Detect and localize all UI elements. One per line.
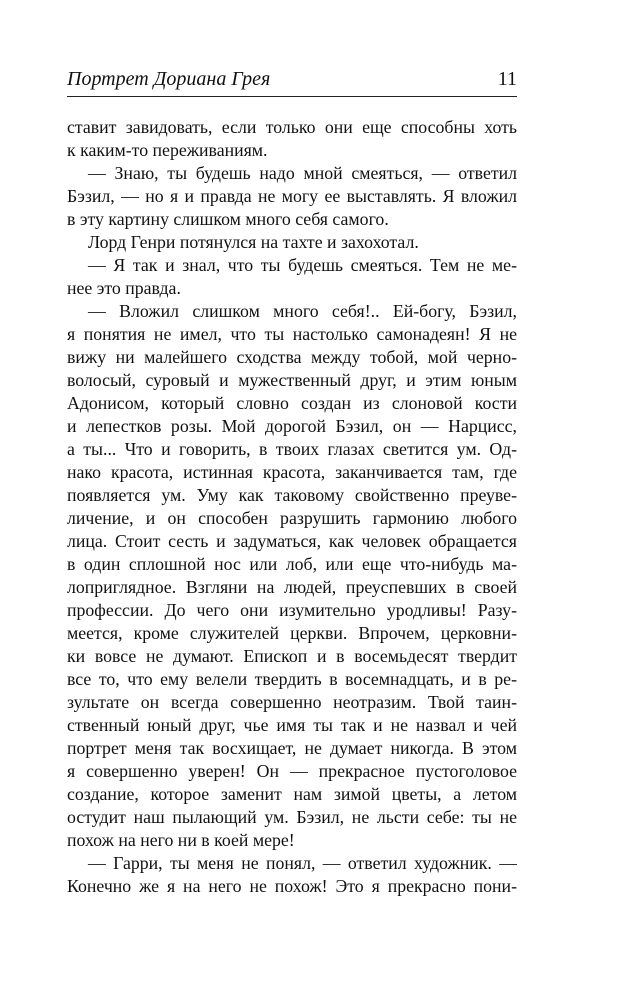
text-line: зультате он всегда совершенно неотразим. Твой таин- [67, 692, 517, 712]
text-line: нее это правда. [67, 278, 181, 298]
text-line: нако красота, истинная красота, заканчивается там, где [67, 462, 517, 482]
text-line: вижу ни малейшего сходства между тобой, мой черно- [67, 347, 517, 367]
text-line: меется, кроме служителей церкви. Впрочем, церковни- [67, 623, 517, 643]
text-line: — Гарри, ты меня не понял, — ответил художник. — [88, 853, 517, 873]
text-line: в эту картину слишком много себя самого. [67, 209, 389, 229]
text-line: профессии. До чего они изумительно уродливы! Разу- [67, 600, 517, 620]
text-line: я понятия не имел, что ты настолько самонадеян! Я не [67, 324, 517, 344]
text-line: я совершенно уверен! Он — прекрасное пустоголовое [67, 761, 517, 781]
text-line: Лорд Генри потянулся на тахте и захохотал. [88, 232, 419, 252]
text-line: остудит наш пылающий ум. Бэзил, не льсти себе: ты не [67, 807, 517, 827]
text-line: Бэзил, — но я и правда не могу ее выставлять. Я вложил [67, 186, 517, 206]
page-number: 11 [497, 68, 517, 90]
text-line: — Вложил слишком много себя!.. Ей-богу, Бэзил, [88, 301, 517, 321]
running-header [67, 66, 517, 97]
text-line: — Знаю, ты будешь надо мной смеяться, — ответил [88, 163, 517, 183]
text-line: все то, что ему велели твердить в восемнадцать, и в ре- [67, 669, 517, 689]
text-line: волосый, суровый и мужественный друг, и этим юным [67, 370, 517, 390]
text-line: ки вовсе не думают. Епископ и в восемьдесят твердит [67, 646, 517, 666]
text-line: и лепестков розы. Мой дорогой Бэзил, он — Нарцисс, [67, 416, 517, 436]
book-title: Портрет Дориана Грея [67, 68, 271, 90]
body-text [67, 116, 517, 898]
text-line: личение, и он способен разрушить гармонию любого [67, 508, 517, 528]
text-line: ставит завидовать, если только они еще способны хоть [67, 117, 517, 137]
text-line: лоприглядное. Взгляни на людей, преуспевших в своей [67, 577, 517, 597]
text-line: появляется ум. Уму как таковому свойственно преуве- [67, 485, 517, 505]
text-line: ственный юный друг, чье имя ты так и не назвал и чей [67, 715, 517, 735]
text-line: портрет меня так восхищает, не думает никогда. В этом [67, 738, 517, 758]
text-line: а ты... Что и говорить, в твоих глазах светится ум. Од- [67, 439, 517, 459]
text-line: к каким-то переживаниям. [67, 140, 268, 160]
text-line: — Я так и знал, что ты будешь смеяться. Тем не ме- [88, 255, 517, 275]
text-line: Адонисом, который словно создан из слоновой кости [67, 393, 517, 413]
text-line: в один сплошной нос или лоб, или еще что-нибудь ма- [67, 554, 517, 574]
text-line: лица. Стоит сесть и задуматься, как человек обращается [67, 531, 517, 551]
text-line: похож на него ни в коей мере! [67, 830, 295, 850]
text-line: создание, которое заменит нам зимой цветы, а летом [67, 784, 517, 804]
text-line: Конечно же я на него не похож! Это я прекрасно пони- [67, 876, 517, 896]
